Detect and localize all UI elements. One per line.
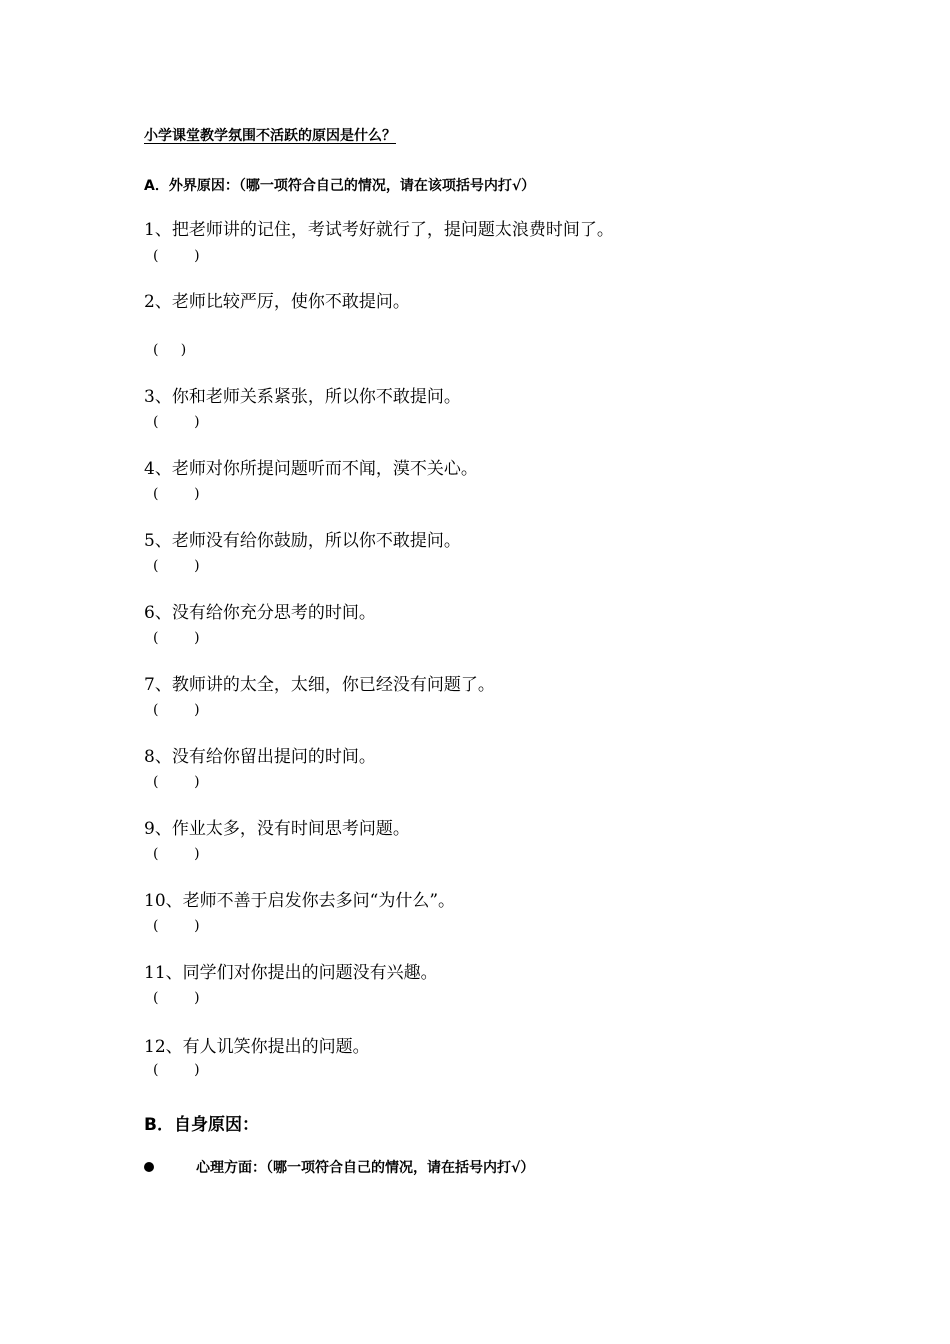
section-a-heading: A．外界原因：（哪一项符合自己的情况，请在该项括号内打√） (144, 178, 536, 194)
question-item: 7、教师讲的太全，太细，你已经没有问题了。 (144, 675, 495, 695)
question-item: 3、你和老师关系紧张，所以你不敢提问。 (144, 387, 461, 407)
document-title: 小学课堂教学氛围不活跃的原因是什么？ (144, 128, 396, 144)
question-item: 6、没有给你充分思考的时间。 (144, 603, 376, 623)
question-item: 4、老师对你所提问题听而不闻，漠不关心。 (144, 459, 478, 479)
answer-parentheses[interactable]: ( ) (153, 918, 200, 934)
answer-parentheses[interactable]: ( ) (153, 774, 200, 790)
answer-parentheses[interactable]: ( ) (153, 1062, 200, 1078)
answer-parentheses[interactable]: ( ) (153, 990, 200, 1006)
answer-parentheses[interactable]: ( ) (153, 702, 200, 718)
question-item: 10、老师不善于启发你去多问“为什么”。 (144, 891, 456, 911)
question-item: 12、有人讥笑你提出的问题。 (144, 1037, 370, 1057)
question-item: 9、作业太多，没有时间思考问题。 (144, 819, 410, 839)
question-item: 5、老师没有给你鼓励，所以你不敢提问。 (144, 531, 461, 551)
question-item: 2、老师比较严厉，使你不敢提问。 (144, 292, 410, 312)
bullet-dot-icon (144, 1162, 154, 1172)
bullet-item-psychology: 心理方面：（哪一项符合自己的情况，请在括号内打√） (196, 1160, 535, 1176)
answer-parentheses[interactable]: ( ) (153, 342, 187, 358)
answer-parentheses[interactable]: ( ) (153, 846, 200, 862)
answer-parentheses[interactable]: ( ) (153, 414, 200, 430)
answer-parentheses[interactable]: ( ) (153, 630, 200, 646)
section-b-heading: B．自身原因： (144, 1115, 259, 1135)
question-item: 1、把老师讲的记住，考试考好就行了，提问题太浪费时间了。 (144, 220, 614, 240)
question-item: 8、没有给你留出提问的时间。 (144, 747, 376, 767)
answer-parentheses[interactable]: ( ) (153, 248, 200, 264)
answer-parentheses[interactable]: ( ) (153, 486, 200, 502)
answer-parentheses[interactable]: ( ) (153, 558, 200, 574)
question-item: 11、同学们对你提出的问题没有兴趣。 (144, 963, 438, 983)
